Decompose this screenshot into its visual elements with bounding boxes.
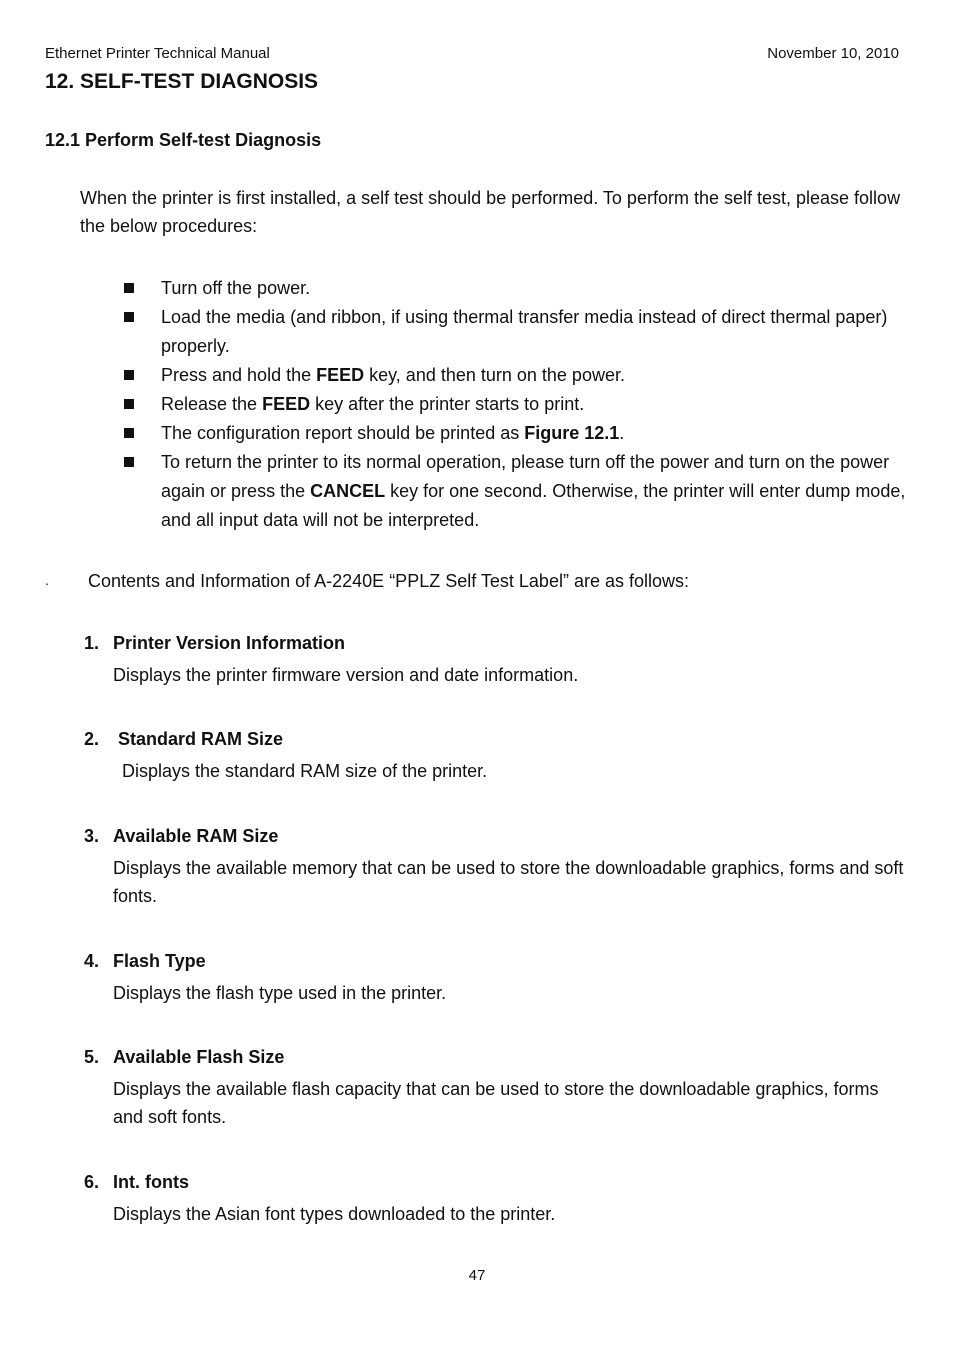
page-number: 47 <box>468 1267 486 1284</box>
bullet-square-icon <box>124 457 134 467</box>
info-item <box>84 1043 904 1131</box>
bullet-square-icon <box>124 370 134 380</box>
info-item <box>84 947 904 1007</box>
header-manual-title: Ethernet Printer Technical Manual <box>45 45 270 62</box>
chapter-title: 12. SELF-TEST DIAGNOSIS <box>45 70 319 93</box>
procedure-step: Press and hold the FEED key, and then turn on the power. <box>122 361 912 390</box>
info-item <box>84 1168 904 1228</box>
info-item-title: 3. Available RAM Size <box>84 826 279 846</box>
contents-marker: . <box>45 572 49 588</box>
info-item-desc: Displays the flash type used in the printer. <box>113 983 447 1003</box>
info-item-title: 4. Flash Type <box>84 951 206 971</box>
info-item-desc: Displays the available memory that can be used to store the downloadable graphics, forms and soft fonts. <box>113 858 904 906</box>
header-date: November 10, 2010 <box>767 45 899 62</box>
info-item-desc: Displays the available flash capacity that can be used to store the downloadable graphics, forms and soft fonts. <box>113 1079 879 1127</box>
bullet-square-icon <box>124 428 134 438</box>
info-item-title: 1. Printer Version Information <box>84 633 346 653</box>
procedure-step: To return the printer to its normal operation, please turn off the power and turn on the power again or press the CANCEL key for one second. Otherwise, the printer will enter dump mode, and all input data will not be interpreted. <box>122 448 912 535</box>
info-item-title: 2. Standard RAM Size <box>84 729 284 749</box>
procedure-list <box>122 274 912 535</box>
section-heading: 12.1 Perform Self-test Diagnosis <box>45 130 322 150</box>
info-item-title: 5. Available Flash Size <box>84 1047 285 1067</box>
bullet-square-icon <box>124 399 134 409</box>
info-item-desc: Displays the Asian font types downloaded to the printer. <box>113 1204 556 1224</box>
info-item-desc: Displays the printer firmware version and date information. <box>113 665 579 685</box>
contents-intro: Contents and Information of A-2240E “PPLZ Self Test Label” are as follows: <box>88 571 689 591</box>
procedure-step: Load the media (and ribbon, if using thermal transfer media instead of direct thermal paper) properly. <box>122 303 912 361</box>
info-item <box>84 725 904 785</box>
info-item-title: 6. Int. fonts <box>84 1172 189 1192</box>
procedure-step: The configuration report should be printed as Figure 12.1. <box>122 419 912 448</box>
section-intro: When the printer is first installed, a self test should be performed. To perform the self test, please follow the below procedures: <box>80 188 901 236</box>
bullet-square-icon <box>124 312 134 322</box>
info-item <box>84 629 904 689</box>
procedure-step: Turn off the power. <box>122 274 912 303</box>
bullet-square-icon <box>124 283 134 293</box>
info-item <box>84 822 904 910</box>
procedure-step: Release the FEED key after the printer starts to print. <box>122 390 912 419</box>
info-item-desc: Displays the standard RAM size of the printer. <box>122 761 488 781</box>
